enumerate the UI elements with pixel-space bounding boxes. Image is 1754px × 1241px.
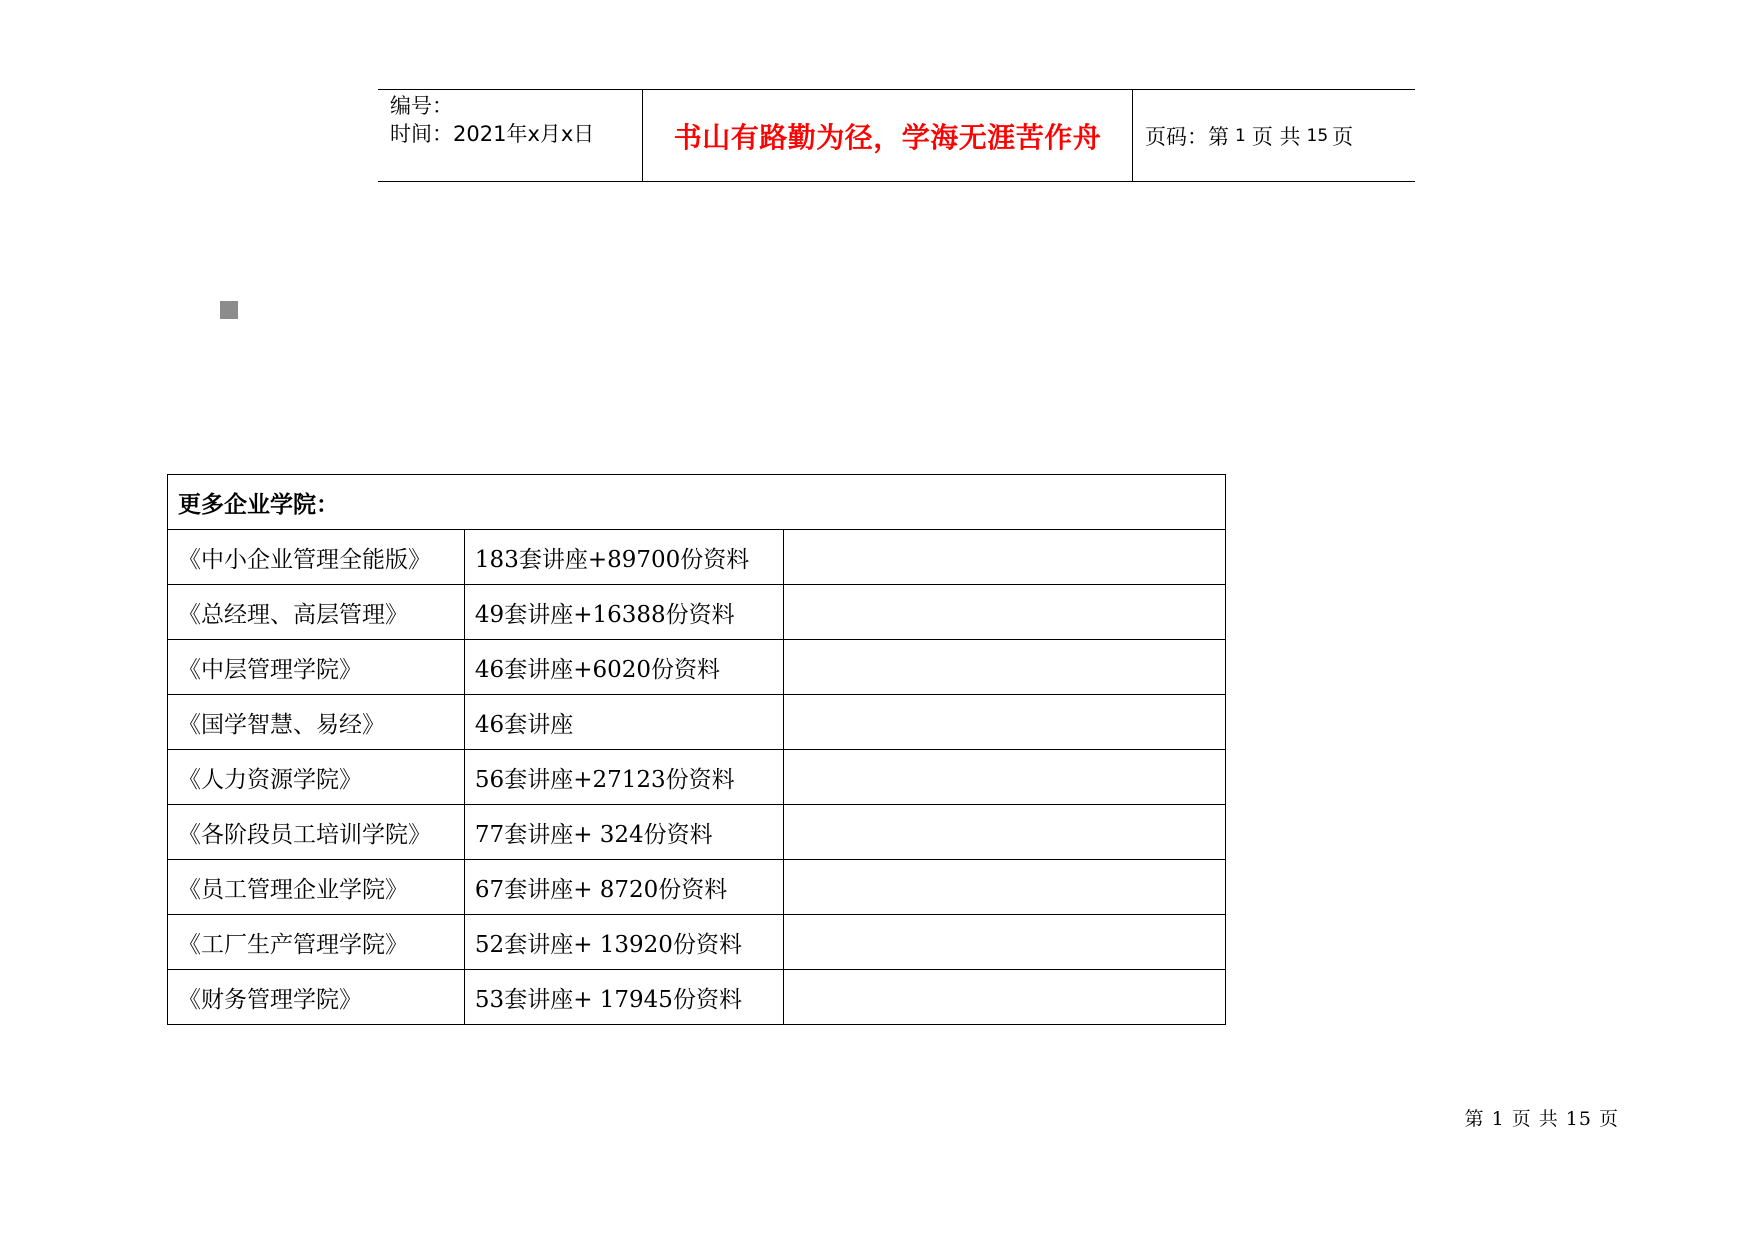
header-motto-cell	[643, 90, 1133, 181]
table-row	[168, 695, 1226, 750]
academy-content: 183套讲座+89700份资料	[464, 530, 783, 585]
academy-content: 46套讲座+6020份资料	[464, 640, 783, 695]
academy-content: 77套讲座+ 324份资料	[464, 805, 783, 860]
academy-empty-cell	[783, 640, 1225, 695]
page-mid: 页 共	[1251, 124, 1301, 149]
academy-empty-cell	[783, 695, 1225, 750]
academy-table-title: 更多企业学院：	[168, 475, 1226, 530]
motto-text: 书山有路勤为径，学海无涯苦作舟	[673, 120, 1102, 154]
header-meta-cell	[378, 90, 643, 181]
academy-empty-cell	[783, 970, 1225, 1025]
academy-name: 《中小企业管理全能版》	[168, 530, 465, 585]
academy-name: 《中层管理学院》	[168, 640, 465, 695]
academy-name: 《员工管理企业学院》	[168, 860, 465, 915]
academy-name: 《国学智慧、易经》	[168, 695, 465, 750]
table-row	[168, 530, 1226, 585]
academy-empty-cell	[783, 750, 1225, 805]
academy-empty-cell	[783, 585, 1225, 640]
bullet-square-icon	[220, 301, 238, 319]
table-row	[168, 585, 1226, 640]
academy-empty-cell	[783, 805, 1225, 860]
academy-name: 《财务管理学院》	[168, 970, 465, 1025]
academy-table-title-row	[168, 475, 1226, 530]
academy-name: 《人力资源学院》	[168, 750, 465, 805]
academy-content: 56套讲座+27123份资料	[464, 750, 783, 805]
page-suffix: 页	[1332, 124, 1354, 149]
header-page-cell	[1133, 90, 1415, 181]
academy-table	[167, 474, 1226, 1025]
table-row	[168, 750, 1226, 805]
document-header	[378, 89, 1415, 182]
academy-content: 49套讲座+16388份资料	[464, 585, 783, 640]
academy-name: 《各阶段员工培训学院》	[168, 805, 465, 860]
table-row	[168, 915, 1226, 970]
page-total: 15	[1306, 125, 1329, 146]
academy-name: 《总经理、高层管理》	[168, 585, 465, 640]
academy-empty-cell	[783, 915, 1225, 970]
academy-empty-cell	[783, 530, 1225, 585]
page-current: 1	[1235, 125, 1246, 146]
academy-empty-cell	[783, 860, 1225, 915]
time-label: 时间：2021年x月x日	[390, 122, 595, 146]
academy-name: 《工厂生产管理学院》	[168, 915, 465, 970]
academy-content: 52套讲座+ 13920份资料	[464, 915, 783, 970]
page-prefix: 页码：第	[1145, 124, 1229, 149]
page-footer: 第 1 页 共 15 页	[1464, 1108, 1619, 1130]
academy-content: 67套讲座+ 8720份资料	[464, 860, 783, 915]
academy-content: 46套讲座	[464, 695, 783, 750]
table-row	[168, 860, 1226, 915]
table-row	[168, 805, 1226, 860]
number-label: 编号：	[390, 94, 453, 118]
table-row	[168, 970, 1226, 1025]
table-row	[168, 640, 1226, 695]
academy-content: 53套讲座+ 17945份资料	[464, 970, 783, 1025]
